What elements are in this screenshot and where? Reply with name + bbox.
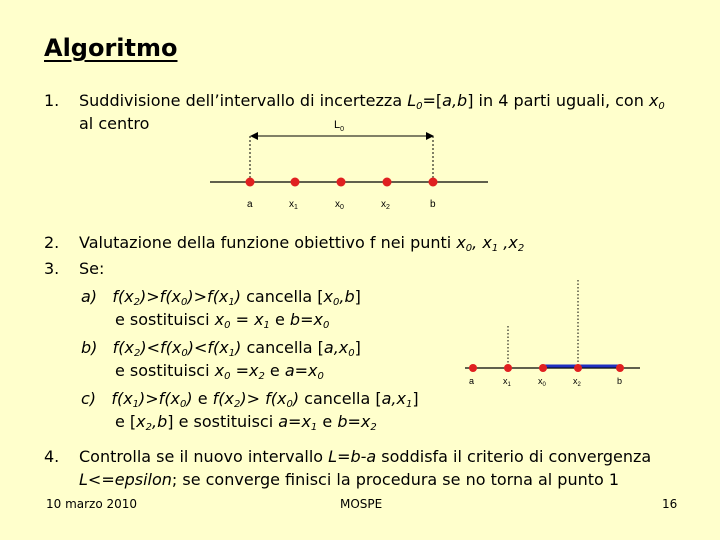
label-x1: $x_1$ — [289, 199, 298, 211]
point-x0 — [337, 178, 346, 187]
label-x1-2: $x_1$ — [503, 376, 511, 388]
label-b: b — [430, 199, 436, 210]
label-x2: $x_2$ — [381, 199, 390, 211]
step-4-number: 4. — [44, 447, 60, 466]
label-a: a — [247, 199, 253, 210]
step-4-text: Controlla se il nuovo intervallo L=b-a soddisfa il criterio di convergenza — [79, 447, 652, 466]
case-a: a) $f(x_2)>f(x_0)>f(x_1)$ cancella $[x_0,b]$ — [81, 287, 361, 308]
step-1-line-2: al centro — [79, 114, 150, 133]
step-1-text: Suddivisione dell’intervallo di incertezza $L_0=[a,b]$ in 4 parti uguali, con $x_0$ — [79, 91, 665, 112]
label-b-2: b — [617, 376, 623, 386]
label-a-2: a — [469, 376, 475, 386]
step-2-text: Valutazione della funzione obiettivo f nei punti $x_0$, $x_1$ $,x_2$ — [79, 233, 525, 254]
footer-date: 10 marzo 2010 — [46, 497, 138, 511]
point-x2-2 — [574, 364, 582, 372]
label-x0-2: $x_0$ — [538, 376, 546, 388]
step-4-line-2: L<=epsilon; se converge finisci la procedura se no torna al punto 1 — [79, 470, 620, 489]
interval-diagram-2 — [455, 278, 655, 390]
step-1-number: 1. — [44, 91, 60, 110]
point-a-2 — [469, 364, 477, 372]
step-2-number: 2. — [44, 233, 60, 252]
interval-length-label: $L_0$ — [334, 119, 345, 133]
point-a — [246, 178, 255, 187]
footer-center: MOSPE — [340, 497, 383, 511]
point-b — [429, 178, 438, 187]
point-x1-2 — [504, 364, 512, 372]
point-x0-2 — [539, 364, 547, 372]
case-c-line-2: e $[x_2,b]$ e sostituisci $a=x_1$ e $b=x_2$ — [115, 412, 377, 433]
point-b-2 — [616, 364, 624, 372]
step-3-number: 3. — [44, 259, 60, 278]
label-x2-2: $x_2$ — [573, 376, 581, 388]
slide-title: Algoritmo — [44, 34, 178, 62]
interval-diagram-1 — [205, 112, 495, 212]
case-b: b) $f(x_2)<f(x_0)<f(x_1)$ cancella $[a,x_0]$ — [81, 338, 361, 359]
case-c: c) $f(x_1)>f(x_0)$ e $f(x_2)> f(x_0)$ cancella $[a,x_1]$ — [81, 389, 419, 410]
case-b-line-2: e sostituisci $x_0 =x_2$ e $a=x_0$ — [115, 361, 324, 382]
point-x2 — [383, 178, 392, 187]
label-x0: $x_0$ — [335, 199, 344, 211]
case-a-line-2: e sostituisci $x_0 = x_1$ e $b=x_0$ — [115, 310, 330, 331]
page-number: 16 — [662, 497, 678, 511]
point-x1 — [291, 178, 300, 187]
step-3-text: Se: — [79, 259, 105, 278]
